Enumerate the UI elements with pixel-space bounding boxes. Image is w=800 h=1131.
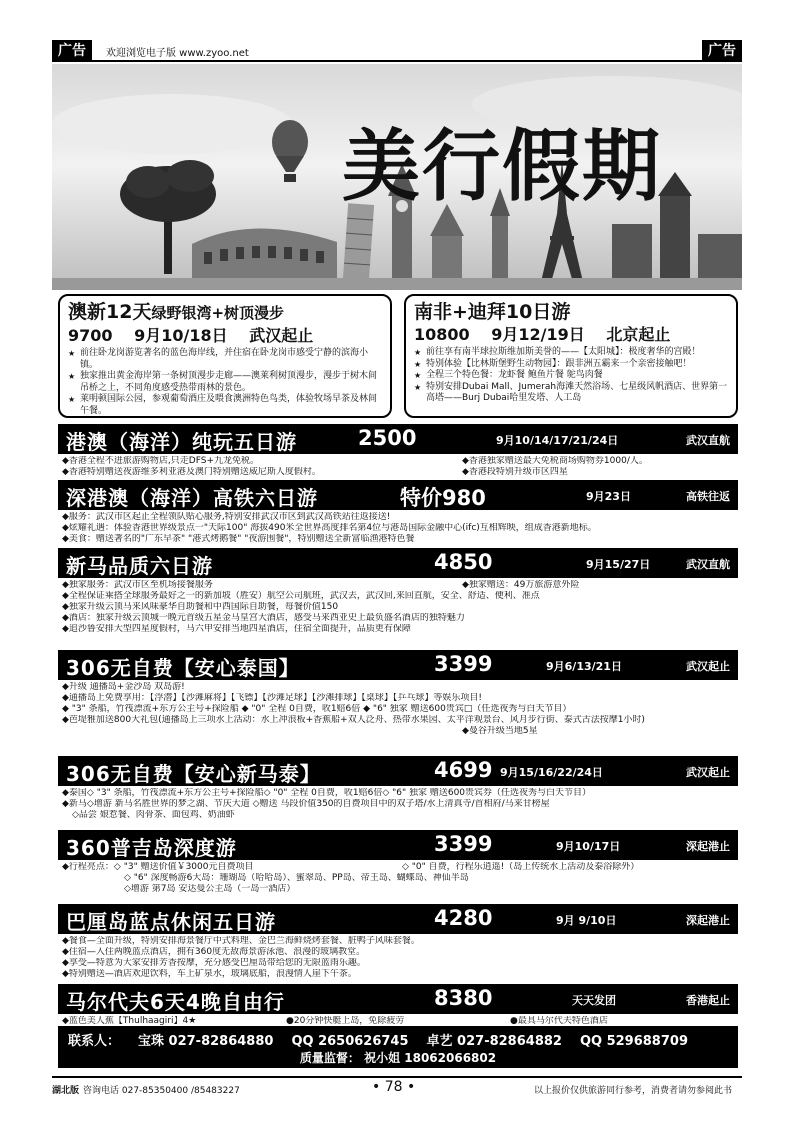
feature-price: 9700 bbox=[68, 326, 113, 345]
feature-highlight: ★ 前往卧龙岗游览著名的蓝色海岸线，并住宿在卧龙岗市感受宁静的滨海小镇。 bbox=[68, 348, 382, 371]
tour-name: 深港澳（海洋）高铁六日游 bbox=[66, 486, 318, 510]
tour-detail-line: ◆泰国◇ "3" 条船，竹筏漂流+东方公主号+探险船◇ "0" 全程 0自费，收1赔6倍◇ "6" 独家 赠送600贵宾券（任选夜秀与白天节目） bbox=[62, 788, 592, 798]
tour-departure: 高铁往返 bbox=[686, 490, 730, 503]
tour-detail-line: ◆美食：赠送著名的"广东早茶" "港式烤鹅餐" "夜游围餐"，特别赠送全新富临渔港特色餐 bbox=[62, 534, 415, 544]
tour-detail-line: ◆独家赠送：49万旅游意外险 bbox=[462, 580, 580, 590]
tour-departure: 深起港止 bbox=[686, 914, 730, 927]
tour-dates: 9月10/17日 bbox=[556, 840, 621, 853]
tour-sing-malay-thai[interactable] bbox=[58, 756, 738, 821]
tour-dates: 9月6/13/21日 bbox=[546, 660, 622, 673]
tour-hk-macau[interactable] bbox=[58, 424, 738, 478]
tour-detail-line: ◆住宿—入住两晚蓝点酒店，拥有360度无敌海景游泳池、浪漫的玻璃教堂。 bbox=[62, 947, 366, 957]
tour-price: 8380 bbox=[434, 986, 493, 1010]
feature-highlight: ★ 全程三个特色餐：龙虾餐 鲍鱼片餐 鸵鸟肉餐 bbox=[414, 370, 728, 382]
tour-detail-line: ◆香港特别赠送夜游维多利亚港及澳门特别赠送威尼斯人度假村。 bbox=[62, 467, 321, 477]
tour-header bbox=[58, 424, 738, 454]
tour-detail-line: ◆炫耀礼遇：体验香港世界级景点一"天际100" 海拔490米全世界高度排名第4位与港岛国际金融中心(ifc)互相辉映，组成香港新地标。 bbox=[62, 523, 597, 533]
tour-price: 4850 bbox=[434, 550, 493, 574]
feature-dates: 9月10/18日 bbox=[134, 326, 228, 345]
tour-dates: 9月 9/10日 bbox=[556, 914, 617, 927]
feature-price-row bbox=[68, 326, 382, 346]
feature-price: 10800 bbox=[414, 325, 470, 344]
tour-dates: 天天发团 bbox=[572, 994, 616, 1007]
tour-detail-line: ◆特别赠送—酒店欢迎饮料，车上矿泉水，玻璃底船，浪漫情人崖下午茶。 bbox=[62, 969, 357, 979]
tour-dates: 9月10/14/17/21/24日 bbox=[496, 434, 619, 447]
tour-price: 3399 bbox=[434, 652, 493, 676]
tour-detail-line: ◆新马◇增游 新马名胜世界的梦之湖、节庆大道 ◇赠送 马段价值350的自费项目中的双子塔/水上清真寺/首相府/马来甘榜屋 bbox=[62, 799, 550, 809]
tour-detail-line: ◆餐食—全面升级，特别安排海景餐厅中式料理、金巴兰海鲜烧烤套餐、脏鸭子风味套餐。 bbox=[62, 936, 420, 946]
ad-label-left: 广告 bbox=[52, 40, 92, 62]
tour-thailand[interactable] bbox=[58, 650, 738, 737]
tour-departure: 武汉起止 bbox=[686, 660, 730, 673]
tour-details bbox=[58, 510, 738, 545]
feature-highlight: ★ 独家推出黄金海岸第一条树顶漫步走廊——澳莱利树顶漫步，漫步于树木间吊桥之上，不同角度感受热带雨林的景色。 bbox=[68, 371, 382, 394]
tour-header bbox=[58, 650, 738, 680]
tour-details bbox=[58, 680, 738, 737]
tour-detail-line: ◆曼谷升级当地5星 bbox=[462, 726, 538, 736]
tour-detail-line: ◆追沙鲁安排大型四星度假村，马六甲安排当地四星酒店，住宿全面提升，品质更有保障 bbox=[62, 624, 411, 634]
tour-name: 306无自费【安心新马泰】 bbox=[66, 762, 321, 786]
tour-details bbox=[58, 934, 738, 980]
tour-detail-line: ●20分钟快艇上岛，免除疲劳 bbox=[286, 1016, 405, 1026]
feature-price-row bbox=[414, 325, 728, 345]
contact-label: 联系人： bbox=[68, 1034, 121, 1049]
feature-box-australia-nz[interactable] bbox=[58, 294, 392, 418]
tour-detail-line: ◆升级 通播岛+金沙岛 双岛游! bbox=[62, 682, 185, 692]
top-bar bbox=[52, 40, 742, 62]
contact-row bbox=[68, 1030, 706, 1049]
tour-detail-line: ◆享受—特意为大家安排芳香按摩，充分感受巴厘岛带给您的无限蓝雨乐趣。 bbox=[62, 958, 366, 968]
tour-departure: 武汉直航 bbox=[686, 434, 730, 447]
hero-banner bbox=[52, 64, 742, 290]
tour-bali[interactable] bbox=[58, 904, 738, 980]
page-footer bbox=[52, 1076, 742, 1096]
feature-title-sub: 绿野银湾+树顶漫步 bbox=[151, 304, 285, 322]
tour-price: 4699 bbox=[434, 758, 493, 782]
tour-price: 2500 bbox=[358, 426, 417, 450]
tour-detail-line: ◆香港独家赠送最大免税商场购物券1000/人。 bbox=[462, 456, 648, 466]
tour-name: 马尔代夫6天4晚自由行 bbox=[66, 990, 285, 1014]
feature-highlight: ★ 前往享有南半球拉斯维加斯美誉的——【太阳城】：极度奢华的宫殿！ bbox=[414, 347, 728, 359]
feature-departure: 武汉起止 bbox=[249, 326, 314, 345]
tour-dates: 9月15/16/22/24日 bbox=[500, 766, 603, 779]
tour-detail-line: ◆蓝色美人蕉【Thulhaagiri】4★ bbox=[62, 1016, 197, 1026]
tour-price: 4280 bbox=[434, 906, 493, 930]
contact-qq-2[interactable]: QQ 529688709 bbox=[579, 1034, 688, 1049]
tour-header bbox=[58, 548, 738, 578]
tour-shenzhen-hk-macau[interactable] bbox=[58, 480, 738, 545]
feature-highlight: ★ 特别体验【比林斯堡野生动物园】：跟非洲五霸来一个亲密接触吧！ bbox=[414, 359, 728, 371]
balloon-icon bbox=[272, 120, 308, 182]
ad-label-right: 广告 bbox=[702, 40, 742, 62]
tour-departure: 深起港止 bbox=[686, 840, 730, 853]
tour-header bbox=[58, 830, 738, 860]
tour-details bbox=[58, 578, 738, 635]
tour-detail-line: ◆独家服务：武汉市区至机场接餐服务 bbox=[62, 580, 213, 590]
contact-person-2[interactable]: 卓艺 027-82864882 bbox=[426, 1034, 562, 1049]
tour-name: 新马品质六日游 bbox=[66, 554, 213, 578]
tour-detail-line: ◆全程保证乘搭全球服务最好之一的新加坡（胜安）航空公司航班，武汉去，武汉回,来回直航，安全、舒适、便利、准点 bbox=[62, 591, 540, 601]
footer-phone: 咨询电话 027-85350400 /85483227 bbox=[83, 1086, 240, 1096]
page-number: • 78 • bbox=[372, 1079, 416, 1095]
feature-title-main: 澳新12天 bbox=[68, 301, 152, 323]
tour-details bbox=[58, 454, 738, 478]
tour-details bbox=[58, 860, 738, 895]
tour-detail-line: ◆香港段特别升级市区四星 bbox=[462, 467, 568, 477]
tour-departure: 武汉起止 bbox=[686, 766, 730, 779]
tour-departure: 武汉直航 bbox=[686, 558, 730, 571]
tour-name: 306无自费【安心泰国】 bbox=[66, 656, 300, 680]
tour-details bbox=[58, 786, 738, 821]
footer-note: 以上报价仅供旅游同行参考，消费者请勿参阅此书 bbox=[533, 1086, 732, 1096]
feature-title: 南非+迪拜10日游 bbox=[414, 301, 571, 323]
tour-detail-line: ◇ "6" 深度畅游6大岛：珊瑚岛（哈哈岛）、蜜翠岛、PP岛、帝王岛、蝴蝶岛、神仙半岛 bbox=[124, 873, 469, 883]
feature-dates: 9月12/19日 bbox=[491, 325, 585, 344]
feature-title bbox=[68, 300, 382, 325]
tour-detail-line: ◆ "3" 条船，竹筏漂流+东方公主号+探险船 ◆ "0" 全程 0自费，收1赔6倍 ◆ "6" 独家 赠送600贵宾□（任选夜秀与白天节目） bbox=[62, 704, 572, 714]
site-link-text[interactable]: 欢迎浏览电子版 www.zyoo.net bbox=[106, 48, 249, 59]
feature-highlight: ★ 莱明顿国际公园，参观葡萄酒庄及喂食澳洲特色鸟类，体验牧场早茶及林间午餐。 bbox=[68, 394, 382, 417]
tour-price: 3399 bbox=[434, 832, 493, 856]
contact-qq-1[interactable]: QQ 2650626745 bbox=[291, 1034, 409, 1049]
tour-phuket[interactable] bbox=[58, 830, 738, 895]
tour-header bbox=[58, 984, 738, 1014]
tour-detail-line: ◆服务：武汉市区起止全程领队贴心服务,特别安排武汉市区到武汉高铁站往返接送! bbox=[62, 512, 391, 522]
feature-highlight: ★ 特别安排Dubai Mall、Jumerah海滩天然浴场、七星级风帆酒店、世界第一高塔——Burj Dubai哈里发塔、人工岛 bbox=[414, 382, 728, 405]
feature-box-south-africa-dubai[interactable] bbox=[404, 294, 738, 418]
contact-person-1[interactable]: 宝珠 027-82864880 bbox=[138, 1034, 274, 1049]
brand-title: 美行假期 bbox=[342, 121, 663, 212]
quality-supervisor: 质量监督： 祝小姐 18062066802 bbox=[299, 1051, 497, 1065]
contact-band bbox=[58, 1026, 738, 1068]
tour-price: 特价980 bbox=[400, 486, 486, 510]
tour-detail-line: ◆行程亮点：◇ "3" 赠送价值￥3000元自费项目 bbox=[62, 862, 254, 872]
tour-detail-line: ●最具马尔代夫特色酒店 bbox=[510, 1016, 608, 1026]
feature-highlights bbox=[414, 347, 728, 405]
feature-departure: 北京起止 bbox=[606, 325, 671, 344]
tour-detail-line: ◇增游 第7岛 安达曼公主岛（一岛一酒店） bbox=[124, 884, 296, 894]
tour-dates: 9月15/27日 bbox=[586, 558, 651, 571]
tour-detail-line: ◇品尝 娘惹餐、肉骨茶、面包鸡、奶油虾 bbox=[72, 810, 235, 820]
tour-name: 360普吉岛深度游 bbox=[66, 836, 237, 860]
tour-detail-line: ◇ "0" 自费，行程乐逍遥!（岛上传统水上活动及泰浴除外） bbox=[402, 862, 640, 872]
tour-dates: 9月23日 bbox=[586, 490, 631, 503]
colosseum-icon bbox=[192, 228, 337, 284]
feature-highlights bbox=[68, 348, 382, 417]
tour-name: 港澳（海洋）纯玩五日游 bbox=[66, 430, 297, 454]
tour-singapore-malaysia[interactable] bbox=[58, 548, 738, 635]
ad-page bbox=[52, 40, 742, 1096]
tour-detail-line: ◆芭堤雅加送800大礼包(通播岛上三项水上活动：水上冲浪板+香蕉船+双人泛舟、热带水果园、太平洋观景台、风月步行街、泰式古法按摩1小时) bbox=[62, 715, 645, 725]
tour-departure: 香港起止 bbox=[686, 994, 730, 1007]
tour-header bbox=[58, 480, 738, 510]
tour-header bbox=[58, 904, 738, 934]
footer-region: 湖北版 bbox=[52, 1086, 80, 1096]
tour-name: 巴厘岛蓝点休闲五日游 bbox=[66, 910, 276, 934]
tour-detail-line: ◆香港全程不进旅游购物店,只走DFS+九龙免税。 bbox=[62, 456, 259, 466]
tour-detail-line: ◆通播岛上免费享用：【浮潜】【沙滩麻将】【飞镖】【沙滩足球】【沙滩排球】【桌球】【乒乓球】等娱乐项目! bbox=[62, 693, 483, 703]
footer-left bbox=[52, 1083, 240, 1096]
tour-header bbox=[58, 756, 738, 786]
tour-detail-line: ◆酒店：独家升级云顶城一晚元首级五星金马皇宫大酒店，感受马来西亚史上最负盛名酒店的独特魅力 bbox=[62, 613, 465, 623]
tour-detail-line: ◆独家升级云顶马来风味豪华自助餐和中西国际自助餐，每餐价值150 bbox=[62, 602, 339, 612]
